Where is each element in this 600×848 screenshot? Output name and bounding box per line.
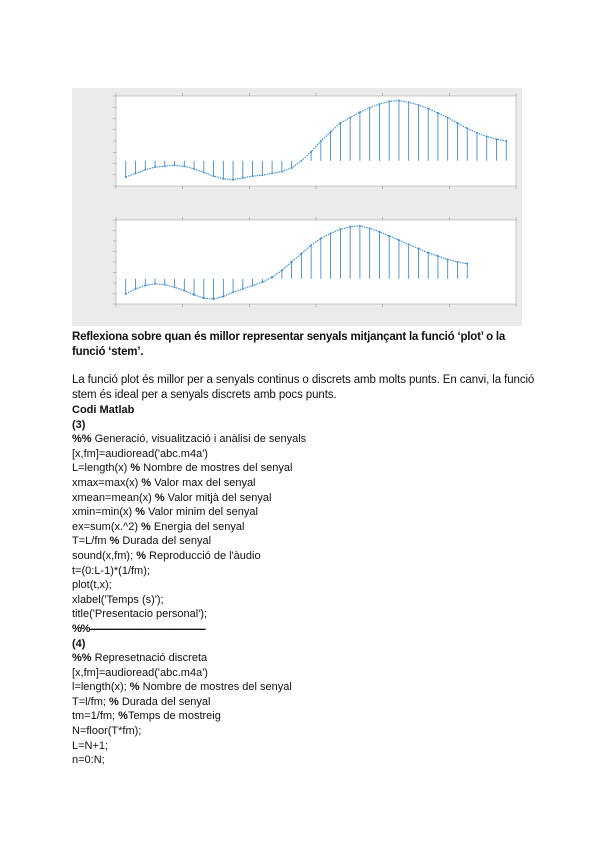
code-line	[72, 476, 542, 491]
stem-marker	[427, 252, 429, 254]
stem-marker	[300, 253, 302, 255]
comment-text: Reproducció de l'àudio	[145, 549, 261, 562]
stem-marker	[369, 227, 371, 229]
stem-marker	[437, 255, 439, 257]
stem-marker	[174, 164, 176, 166]
comment-text: Durada del senyal	[118, 695, 211, 708]
stem-marker	[495, 138, 497, 140]
stem-marker	[222, 178, 224, 180]
stem-marker	[310, 244, 312, 246]
stem-marker	[417, 248, 419, 250]
stem-marker	[232, 179, 234, 181]
stem-marker	[183, 290, 185, 292]
stem-marker	[213, 175, 215, 177]
stem-marker	[135, 172, 137, 174]
code-line	[72, 491, 542, 506]
stem-marker	[310, 151, 312, 153]
comment-marker: %%	[72, 433, 92, 446]
stem-marker	[505, 140, 507, 142]
code-line	[72, 534, 542, 549]
code-line: (3)	[72, 418, 86, 431]
code-text: T=l/fm;	[72, 695, 109, 708]
stem-marker	[261, 174, 263, 176]
code-text: title('Presentacio personal');	[72, 608, 208, 621]
stem-marker	[183, 165, 185, 167]
stem-marker	[164, 165, 166, 167]
code-line	[72, 461, 542, 476]
stem-marker	[213, 298, 215, 300]
code-lines	[72, 418, 542, 768]
comment-text: Durada del senyal	[119, 535, 212, 548]
stem-marker	[154, 283, 156, 285]
stem-marker	[281, 269, 283, 271]
code-line	[72, 680, 542, 695]
stem-marker	[300, 160, 302, 162]
code-text: L=length(x)	[72, 462, 131, 475]
stem-marker	[466, 263, 468, 265]
code-text: [x,fm]=audioread('abc.m4a')	[72, 447, 208, 460]
stem-marker	[174, 286, 176, 288]
stem-marker	[242, 288, 244, 290]
stem-marker	[193, 168, 195, 170]
comment-text: Valor max del senyal	[151, 476, 256, 489]
code-line	[72, 709, 542, 724]
stem-marker	[291, 261, 293, 263]
comment-marker: %	[154, 491, 165, 504]
code-text: N=floor(T*fm);	[72, 725, 142, 738]
stem-marker	[125, 176, 127, 178]
code-line	[72, 695, 542, 710]
stem-marker	[417, 104, 419, 106]
stem-marker	[388, 235, 390, 237]
code-line	[72, 564, 542, 579]
stem-marker	[476, 132, 478, 134]
code-line	[72, 432, 542, 447]
code-heading: Codi Matlab	[72, 404, 135, 416]
plot-axes-1	[116, 96, 516, 186]
stem-marker	[378, 103, 380, 105]
code-line: %%-----------------------------------------------	[72, 622, 205, 635]
code-line	[72, 666, 542, 681]
stem-marker	[320, 140, 322, 142]
code-text: xlabel('Temps (s)');	[72, 593, 164, 606]
code-line	[72, 593, 542, 608]
stem-marker	[154, 166, 156, 168]
comment-text: Represetnació discreta	[91, 652, 208, 665]
code-line	[72, 607, 542, 622]
comment-text: Nombre de mostres del senyal	[139, 681, 292, 694]
code-line	[72, 549, 542, 564]
stem-marker	[388, 100, 390, 102]
stem-marker	[427, 108, 429, 110]
code-text: xmax=max(x)	[72, 476, 142, 489]
stem-marker	[437, 112, 439, 114]
stem-marker	[486, 136, 488, 138]
answer-text: La funció plot és millor per a senyals continus o discrets amb molts punts. En canvi, la funció stem és ideal per a senyals discrets amb pocs punts.	[72, 374, 535, 401]
stem-marker	[339, 228, 341, 230]
code-line	[72, 724, 542, 739]
stem-marker	[398, 239, 400, 241]
comment-text: Valor minim del senyal	[145, 506, 258, 519]
stem-marker	[398, 100, 400, 102]
stem-marker	[271, 172, 273, 174]
stem-marker	[242, 177, 244, 179]
stem-marker	[456, 261, 458, 263]
code-line	[72, 578, 542, 593]
comment-marker: %	[136, 549, 146, 562]
stem-marker	[135, 288, 137, 290]
comment-marker: %	[109, 535, 120, 548]
stem-marker	[408, 101, 410, 103]
stem-marker	[349, 226, 351, 228]
stem-marker	[144, 169, 146, 171]
comment-marker: %	[130, 462, 141, 475]
code-text: l=length(x);	[72, 681, 130, 694]
code-text: n=0:N;	[72, 754, 105, 767]
stem-marker	[164, 284, 166, 286]
comment-marker: %	[129, 681, 140, 694]
comment-marker: %	[118, 710, 128, 723]
stem-marker	[144, 285, 146, 287]
stem-marker	[252, 175, 254, 177]
code-line	[72, 447, 542, 462]
comment-text: Temps de mostreig	[127, 710, 221, 723]
stem-marker	[232, 291, 234, 293]
stem-marker	[252, 285, 254, 287]
comment-marker: %	[141, 520, 151, 533]
code-line	[72, 505, 542, 520]
stem-marker	[193, 294, 195, 296]
question-text: Reflexiona sobre quan és millor representar senyals mitjançant la funció ‘plot’ o la funció ‘stem’.	[72, 331, 506, 358]
code-text: [x,fm]=audioread('abc.m4a')	[72, 666, 208, 679]
stem-marker	[203, 297, 205, 299]
comment-marker: %	[135, 506, 146, 519]
code-text: tm=1/fm;	[72, 710, 119, 723]
stem-marker	[320, 237, 322, 239]
code-text: plot(t,x);	[72, 579, 112, 592]
code-text: xmin=min(x)	[72, 506, 136, 519]
code-line	[72, 739, 542, 754]
comment-text: Valor mitjà del senyal	[164, 491, 272, 504]
comment-marker: %	[141, 476, 152, 489]
stem-marker	[447, 258, 449, 260]
stem-marker	[359, 111, 361, 113]
code-text: ex=sum(x.^2)	[72, 520, 142, 533]
stem-marker	[281, 171, 283, 173]
stem-marker	[359, 225, 361, 227]
stem-marker	[369, 107, 371, 109]
comment-text: Generació, visualització i anàlisi de senyals	[91, 433, 307, 446]
comment-marker: %%	[72, 652, 92, 665]
code-block	[72, 403, 542, 768]
comment-text: Nombre de mostres del senyal	[140, 462, 293, 475]
stem-marker	[456, 122, 458, 124]
code-text: T=L/fm	[72, 535, 110, 548]
stem-plots-svg	[72, 88, 522, 326]
code-text: t=(0:L-1)*(1/fm);	[72, 564, 150, 577]
stem-marker	[261, 281, 263, 283]
stem-marker	[291, 167, 293, 169]
code-text: xmean=mean(x)	[72, 491, 155, 504]
stem-marker	[378, 231, 380, 233]
code-line	[72, 520, 542, 535]
stem-marker	[203, 172, 205, 174]
stem-marker	[330, 232, 332, 234]
stem-marker	[271, 276, 273, 278]
code-line	[72, 651, 542, 666]
code-text: sound(x,fm);	[72, 549, 137, 562]
stem-marker	[222, 295, 224, 297]
figure-stem-plots	[72, 88, 522, 326]
stem-marker	[125, 293, 127, 295]
comment-marker: %	[108, 695, 119, 708]
stem-marker	[339, 122, 341, 124]
code-line: (4)	[72, 637, 86, 650]
stem-marker	[447, 117, 449, 119]
stem-marker	[408, 243, 410, 245]
stem-marker	[349, 117, 351, 119]
comment-text: Energia del senyal	[150, 520, 245, 533]
code-text: L=N+1;	[72, 739, 109, 752]
stem-marker	[466, 127, 468, 129]
code-line	[72, 753, 542, 768]
stem-marker	[330, 131, 332, 133]
